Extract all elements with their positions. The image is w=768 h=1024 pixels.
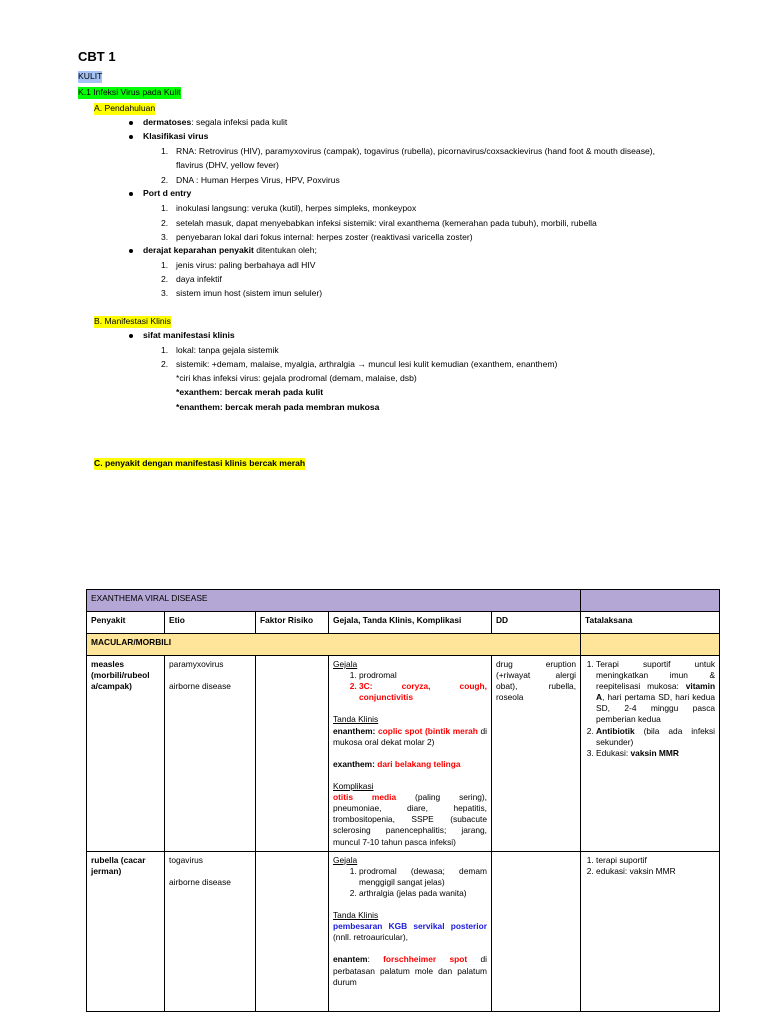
note-enanthem: *enanthem: bercak merah pada membran mukosa bbox=[176, 402, 380, 412]
tatalaksana-cell: 1. terapi suportif 2. edukasi: vaksin MMR bbox=[581, 851, 720, 1011]
heading-a: A. Pendahuluan bbox=[94, 103, 156, 113]
header-dd: DD bbox=[492, 612, 581, 634]
port-entry-1: inokulasi langsung: veruka (kutil), herpes simpleks, monkeypox bbox=[176, 203, 417, 213]
list-number: 1. bbox=[161, 345, 169, 355]
risk-cell bbox=[256, 656, 329, 852]
note-prodromal: *ciri khas infeksi virus: gejala prodromal (demam, malaise, dsb) bbox=[176, 373, 417, 383]
bullet-icon bbox=[129, 334, 133, 338]
table-row bbox=[87, 656, 720, 852]
list-number: 2. bbox=[161, 274, 169, 284]
derajat-2: daya infektif bbox=[176, 274, 222, 284]
note-exanthem: *exanthem: bercak merah pada kulit bbox=[176, 387, 324, 397]
bullet-dermatoses: dermatoses: segala infeksi pada kulit bbox=[143, 117, 288, 127]
table-title: EXANTHEMA VIRAL DISEASE bbox=[87, 590, 581, 612]
list-number: 3. bbox=[161, 232, 169, 242]
heading-b: B. Manifestasi Klinis bbox=[94, 316, 171, 326]
header-faktor-risiko: Faktor Risiko bbox=[256, 612, 329, 634]
disease-name: measles (morbili/rubeol a/campak) bbox=[87, 656, 165, 852]
header-etio: Etio bbox=[165, 612, 256, 634]
table-header-row bbox=[87, 612, 720, 634]
list-number: 2. bbox=[161, 218, 169, 228]
header-penyakit: Penyakit bbox=[87, 612, 165, 634]
klasifikasi-rna: RNA: Retrovirus (HIV), paramyxovirus (campak), togavirus (rubella), picornavirus/coxsackievirus (hand foot & mouth disease), bbox=[176, 146, 656, 156]
bullet-icon bbox=[129, 192, 133, 196]
disease-name: rubella (cacar jerman) bbox=[87, 851, 165, 1011]
etio-cell: togavirus airborne disease bbox=[165, 851, 256, 1011]
list-number: 1. bbox=[161, 260, 169, 270]
bullet-icon bbox=[129, 121, 133, 125]
table-row bbox=[87, 851, 720, 1011]
heading-c: C. penyakit dengan manifestasi klinis bercak merah bbox=[94, 458, 306, 468]
header-tatalaksana: Tatalaksana bbox=[581, 612, 720, 634]
list-number: 1. bbox=[161, 203, 169, 213]
table-title-row bbox=[87, 590, 720, 612]
bullet-sifat: sifat manifestasi klinis bbox=[143, 330, 235, 340]
klasifikasi-rna-cont: flavirus (DHV, yellow fever) bbox=[176, 160, 279, 170]
list-number: 2. bbox=[161, 359, 169, 369]
risk-cell bbox=[256, 851, 329, 1011]
list-number: 3. bbox=[161, 288, 169, 298]
bullet-icon bbox=[129, 249, 133, 253]
group-macular: MACULAR/MORBILI bbox=[87, 634, 581, 656]
bullet-port-entry: Port d entry bbox=[143, 188, 192, 198]
port-entry-2: setelah masuk, dapat menyebabkan infeksi sistemik: viral exanthema (kemerahan pada tubuh), morbili, rubella bbox=[176, 218, 597, 228]
gejala-cell: Gejala 1. prodromal (dewasa; demam menggigil sangat jelas) 2. arthralgia (jelas pada wanita) Tanda Klinis pembesaran KGB servikal posterior (nnll. retroauricular), enantem: forschheimer spot di perbatasan palatum mole dan palatum durum bbox=[329, 851, 492, 1011]
dd-cell: drug eruption (+riwayat alergi obat), rubella, roseola bbox=[492, 656, 581, 852]
gejala-cell: Gejala 1. prodromal 2. 3C: coryza, cough, conjunctivitis Tanda Klinis enanthem: coplic spot (bintik merah di mukosa oral dekat molar 2) exanthem: dari belakang telinga Komplikasi otitis media (paling sering), pneumoniae, diare, hepatitis, trombositopenia, SSPE (subacute sclerosing panencephalitis; jarang, muncul 7-10 tahun pasca infeksi) bbox=[329, 656, 492, 852]
sifat-2: sistemik: +demam, malaise, myalgia, arthralgia → muncul lesi kulit kemudian (exanthem, enanthem) bbox=[176, 359, 558, 369]
derajat-1: jenis virus: paling berbahaya adl HIV bbox=[176, 260, 316, 270]
port-entry-3: penyebaran lokal dari fokus internal: herpes zoster (reaktivasi varicella zoster) bbox=[176, 232, 473, 242]
etio-cell: paramyxovirus airborne disease bbox=[165, 656, 256, 852]
section-k1: K.1 Infeksi Virus pada Kulit bbox=[78, 87, 181, 97]
klasifikasi-dna: DNA : Human Herpes Virus, HPV, Poxvirus bbox=[176, 175, 340, 185]
group-row bbox=[87, 634, 720, 656]
exanthema-table bbox=[86, 589, 720, 1012]
dd-cell bbox=[492, 851, 581, 1011]
sifat-1: lokal: tanpa gejala sistemik bbox=[176, 345, 279, 355]
bullet-derajat: derajat keparahan penyakit ditentukan oleh; bbox=[143, 245, 317, 255]
derajat-3: sistem imun host (sistem imun seluler) bbox=[176, 288, 323, 298]
bullet-klasifikasi: Klasifikasi virus bbox=[143, 131, 209, 141]
header-gejala: Gejala, Tanda Klinis, Komplikasi bbox=[329, 612, 492, 634]
list-number: 1. bbox=[161, 146, 169, 156]
list-number: 2. bbox=[161, 175, 169, 185]
tatalaksana-cell: 1. Terapi suportif untuk meningkatkan imun & reepitelisasi mukosa: vitamin A, hari pertama SD, hari kedua SD, 2-4 minggu pasca pemberian kedua 2. Antibiotik (bila ada infeksi sekunder) 3. Edukasi: vaksin MMR bbox=[581, 656, 720, 852]
bullet-icon bbox=[129, 135, 133, 139]
document-title: CBT 1 bbox=[78, 49, 116, 64]
section-kulit: KULIT bbox=[78, 71, 103, 81]
